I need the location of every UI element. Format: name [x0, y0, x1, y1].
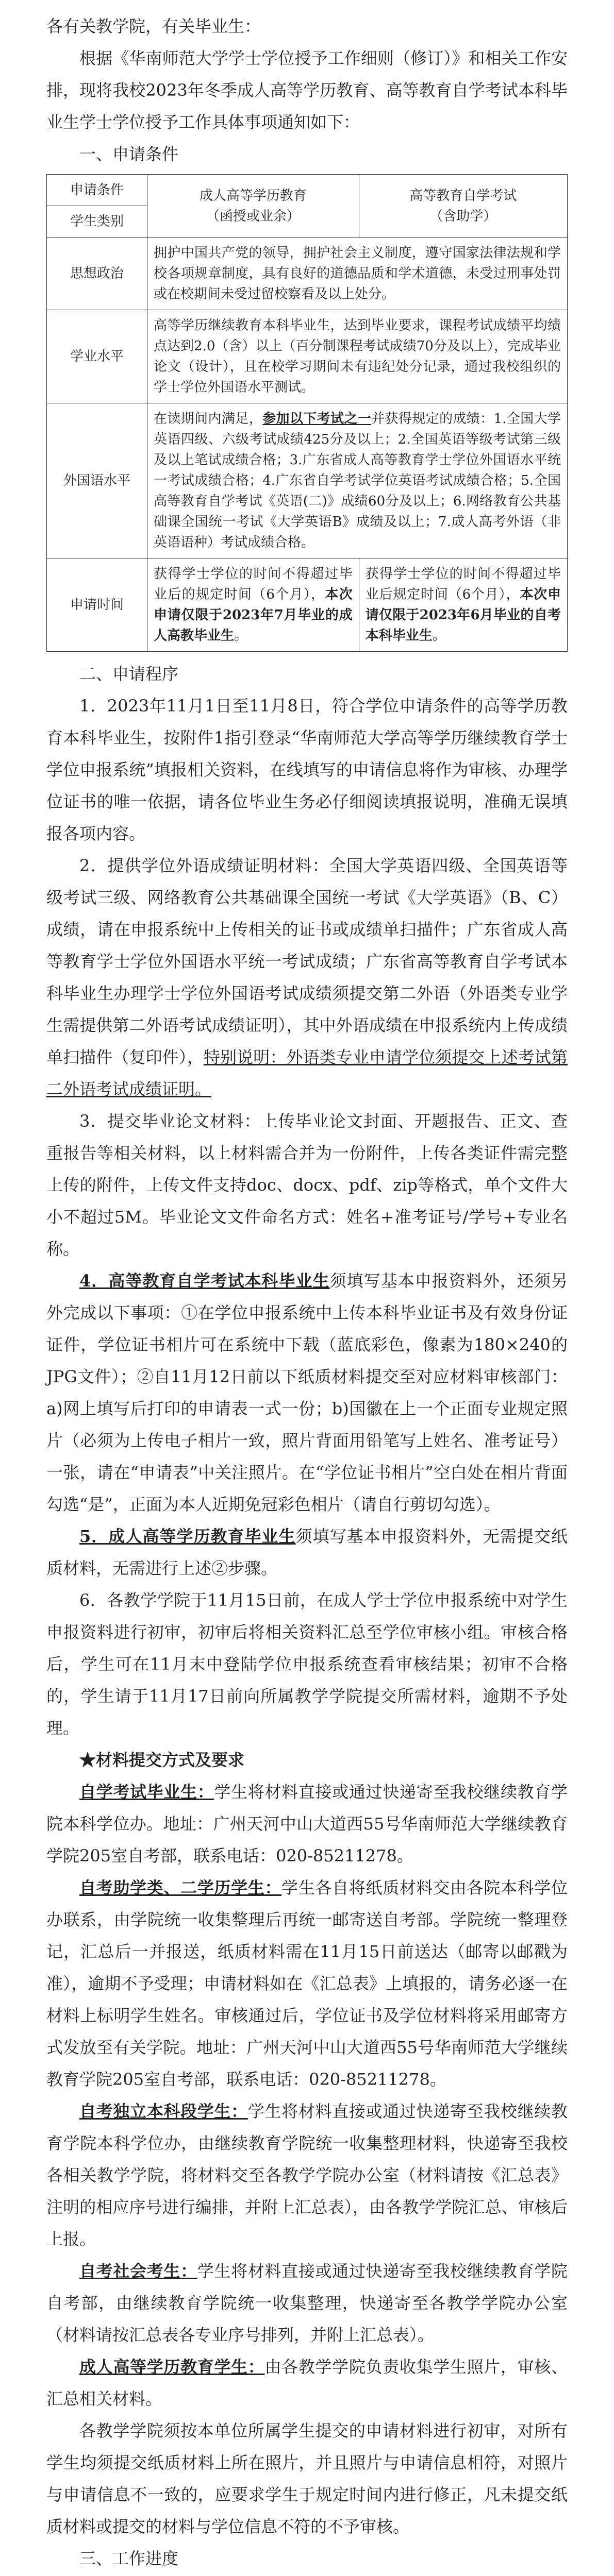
list-item: 自考助学类、二学历学生：学生各自将纸质材料交由各院本科学位办联系，由学院统一收集整理后再统一邮寄送自考部。学院统一整理登记，汇总后一并报送，纸质材料需在11月15日前送达（邮寄以邮戳为准），逾期不予受理；申请材料如在《汇总表》上填报的，请务必逐一在材料上标明学生姓名。审核通过后，学位证书及学位材料将采用邮寄方式发放至有关学院。地址：广州天河中山大道西55号华南师范大学继续教育学院205室自考部，联系电话：020-85211278。 [46, 1878, 568, 2089]
procedure-step-4 [46, 1265, 568, 1520]
section-title-schedule: 三、工作进度 [79, 2549, 179, 2568]
procedure-step-2: 2．提供学位外语成绩证明材料：全国大学英语四级、全国英语等级考试三级、网络教育公共基础课全国统一考试《大学英语》（B、C）成绩，请在申报系统中上传相关的证书或成绩单扫描件；广东省成人高等教育学士学位外国语水平统一考试成绩；广东省高等教育自学考试本科毕业生办理学士学位外国语考试成绩须提交第二外语（外语类专业学生需提供第二外语考试成绩证明），其中外语成绩在申报系统内上传成绩单扫描件（复印件），特别说明：外语类专业申请学位须提交上述考试第二外语考试成绩证明。 [46, 856, 568, 1099]
row-cell-academic: 高等学历继续教育本科毕业生，达到毕业要求，课程考试成绩平均绩点达到2.0（含）以上（百分制课程考试成绩70分及以上），完成毕业论文（设计），且在校学习期间未有违纪处分记录，通过我校组织的学士学位外国语水平测试。 [147, 310, 568, 403]
row-cell-application-time-adult: 获得学士学位的时间不得超过毕业后的规定时间（6个月），本次申请仅限于2023年7月毕业的成人高教毕业生。 [147, 558, 359, 652]
row-label-foreign-language: 外国语水平 [47, 403, 147, 558]
table-header-row [47, 175, 568, 206]
materials-submission-heading: ★材料提交方式及要求 [79, 1750, 245, 1770]
procedure-step-4-label: 4．高等教育自学考试本科毕业生 [79, 1271, 330, 1291]
list-item: 自考社会考生：学生将材料直接或通过快递寄至我校继续教育学院自考部，由继续教育学院统一收集整理，快递寄至各教学学院办公室（材料请按汇总表各专业序号排列，并附上汇总表）。 [46, 2261, 568, 2345]
table-row [47, 558, 568, 652]
row-label-application-time: 申请时间 [47, 558, 147, 652]
procedure-step-5 [46, 1520, 568, 1584]
list-item: 自考独立本科段学生：学生将材料直接或通过快递寄至我校继续教育学院本科学位办，由继续教育学院统一收集整理材料，快递寄至我校各相关教学学院，将材料交至各教学学院办公室（材料请按《汇总表》注明的相应序号进行编排，并附上汇总表），由各教学学院汇总、审核后上报。 [46, 2102, 568, 2249]
section-title-conditions: 一、申请条件 [79, 144, 179, 164]
row-cell-politics: 拥护中国共产党的领导，拥护社会主义制度，遵守国家法律法规和学校各项规章制度，具有良好的道德品质和学术道德，未受过刑事处罚或在校期间未受过留校察看及以上处分。 [147, 238, 568, 310]
row-cell-application-time-self-exam: 获得学士学位的时间不得超过毕业后规定时间（6个月），本次申请仅限于2023年6月毕业的自考本科毕业生。 [359, 558, 567, 652]
procedure-step-5-label: 5．成人高等学历教育毕业生 [79, 1527, 296, 1546]
procedure-step-6: 6．各教学学院于11月15日前，在成人学士学位申报系统中对学生申报资料进行初审，初审后将相关资料汇总至学位审核小组。审核合格后，学生可在11月末中登陆学位申报系统查看审核结果；初审不合格的，学生请于11月17日前向所属教学学院提交所需材料，逾期不予处理。 [46, 1590, 568, 1738]
list-item: 自学考试毕业生：学生将材料直接或通过快递寄至我校继续教育学院本科学位办。地址：广州天河中山大道西55号华南师范大学继续教育学院205室自考部，联系电话：020-85211278。 [46, 1782, 568, 1866]
conditions-table [46, 174, 568, 652]
procedure-step-5-text: 须填写基本申报资料外，无需提交纸质材料，无需进行上述②步骤。 [46, 1527, 568, 1578]
procedure-step-3: 3．提交毕业论文材料：上传毕业论文封面、开题报告、正文、查重报告等相关材料，以上材料需合并为一份附件，上传各类证件需完整上传的附件，上传文件支持doc、docx、pdf、zip等格式，单个文件大小不超过5M。毕业论文文件命名方式：姓名+准考证号/学号+专业名称。 [46, 1111, 568, 1259]
row-label-student-type: 学生类别 [47, 206, 147, 238]
procedure-review-note: 各教学学院须按本单位所属学生提交的申请材料进行初审，对所有学生均须提交纸质材料上所在照片，并且照片与申请信息相符，对照片与申请信息不一致的，应要求学生于规定时间内进行修正，凡未提交纸质材料或提交的材料与学位信息不符的不予审核。 [46, 2421, 568, 2536]
table-header-self-exam: 高等教育自学考试 （含助学） [359, 175, 567, 238]
procedure-step-1: 1．2023年11月1日至11月8日，符合学位申请条件的高等学历教育本科毕业生，按附件1指引登录“华南师范大学高等学历继续教育学士学位申报系统”填报相关资料，在线填写的申请信息将作为审核、办理学位证书的唯一依据，请各位毕业生务必仔细阅读填报说明，准确无误填报各项内容。 [46, 696, 568, 843]
greeting: 各有关教学院，有关毕业生： [46, 16, 261, 36]
section-title-procedure: 二、申请程序 [79, 664, 179, 684]
table-row [47, 403, 568, 558]
row-label-politics: 思想政治 [47, 238, 147, 310]
row-cell-foreign-language: 在读期间内满足，参加以下考试之一并获得规定的成绩：1.全国大学英语四级、六级考试成绩425分及以上；2.全国英语等级考试第三级及以上笔试成绩合格；3.广东省成人高等教育学士学位外国语水平统一考试成绩合格；4.广东省自学考试学位英语考试成绩合格；5.全国高等教育自学考试《英语(二)》成绩60分及以上；6.网络教育公共基础课全国统一考试《大学英语B》成绩及以上；7.成人高考外语（非英语语种）考试成绩合格。 [147, 403, 568, 558]
table-row [47, 238, 568, 310]
table-header-label: 申请条件 [47, 175, 147, 206]
table-header-adult-edu: 成人高等学历教育 （函授或业余） [147, 175, 359, 238]
intro-paragraph: 根据《华南师范大学学士学位授予工作细则（修订）》和相关工作安排，现将我校2023年冬季成人高等学历教育、高等教育自学考试本科毕业生学士学位授予工作具体事项通知如下： [46, 48, 568, 132]
list-item: 成人高等学历教育学生：由各教学学院负责收集学生照片，审核、汇总相关材料。 [46, 2357, 568, 2409]
row-label-academic: 学业水平 [47, 310, 147, 403]
table-row [47, 310, 568, 403]
procedure-step-4-text: 须填写基本申报资料外，还须另外完成以下事项：①在学位申报系统中上传本科毕业证书及有效身份证证件，学位证书相片可在系统中下载（蓝底彩色，像素为180×240的JPG文件）；②自11月12日前以下纸质材料提交至对应材料审核部门：a)网上填写后打印的申请表一式一份；b)国徽在上一个正面专业规定照片（必须为上传电子相片一致，照片背面用铅笔写上姓名、准考证号）一张，请在“申请表”中关注照片。在“学位证书相片”空白处在相片背面勾选“是”，正面为本人近期免冠彩色相片（请自行剪切勾选）。 [46, 1271, 568, 1514]
